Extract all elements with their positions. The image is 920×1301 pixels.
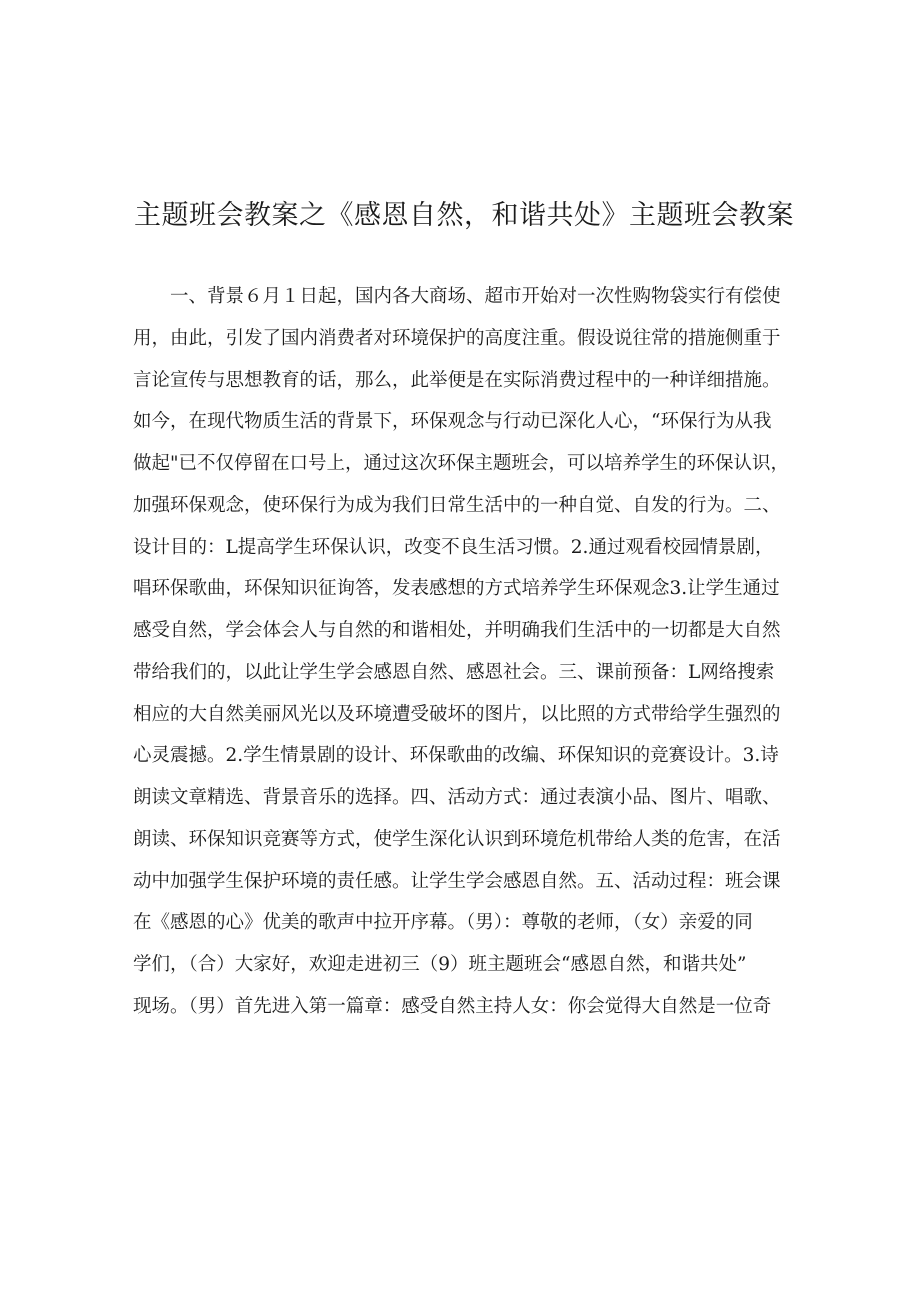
body-line: 朗读文章精选、背景音乐的选择。四、活动方式：通过表演小品、图片、唱歌、 xyxy=(133,787,781,808)
body-line: 言论宣传与思想教育的话，那么，此举便是在实际消费过程中的一种详细措施。 xyxy=(133,369,781,391)
body-line: 做起"已不仅停留在口号上，通过这次环保主题班会，可以培养学生的环保认识， xyxy=(133,453,790,474)
body-line: 现场。（男）首先进入第一篇章：感受自然主持人女：你会觉得大自然是一位奇 xyxy=(133,995,772,1017)
body-line: 学们，（合）大家好，欢迎走进初三（9）班主题班会“感恩自然，和谐共处” xyxy=(133,954,747,975)
document-title: 主题班会教案之《感恩自然，和谐共处》主题班会教案 xyxy=(134,200,794,231)
body-line: 感受自然，学会体会人与自然的和谐相处，并明确我们生活中的一切都是大自然 xyxy=(133,620,781,641)
body-line: 动中加强学生保护环境的责任感。让学生学会感恩自然。五、活动过程：班会课 xyxy=(133,870,781,892)
body-line: 相应的大自然美丽风光以及环境遭受破坏的图片，以比照的方式带给学生强烈的 xyxy=(133,703,781,725)
body-line: 加强环保观念，使环保行为成为我们日常生活中的一种自觉、自发的行为。二、 xyxy=(133,494,781,516)
body-line: 设计目的：L提高学生环保认识，改变不良生活习惯。2.通过观看校园情景剧， xyxy=(133,536,774,558)
body-line: 心灵震撼。2.学生情景剧的设计、环保歌曲的改编、环保知识的竞赛设计。3.诗 xyxy=(133,745,779,767)
body-line: 带给我们的，以此让学生学会感恩自然、感恩社会。三、课前预备：L网络搜索 xyxy=(133,661,775,683)
document-body xyxy=(133,276,803,1028)
body-line: 一、背景６月１日起，国内各大商场、超市开始对一次性购物袋实行有偿使 xyxy=(170,286,781,307)
body-line: 唱环保歌曲，环保知识征询答，发表感想的方式培养学生环保观念3.让学生通过 xyxy=(133,578,780,600)
body-line: 朗读、环保知识竞赛等方式，使学生深化认识到环境危机带给人类的危害，在活 xyxy=(133,828,781,850)
body-line: 用，由此，引发了国内消费者对环境保护的高度注重。假设说往常的措施侧重于 xyxy=(133,327,781,349)
body-line: 在《感恩的心》优美的歌声中拉开序幕。（男）：尊敬的老师，（女）亲爱的同 xyxy=(133,912,753,934)
body-line: 如今，在现代物质生活的背景下，环保观念与行动已深化人心，“环保行为从我 xyxy=(133,411,772,433)
